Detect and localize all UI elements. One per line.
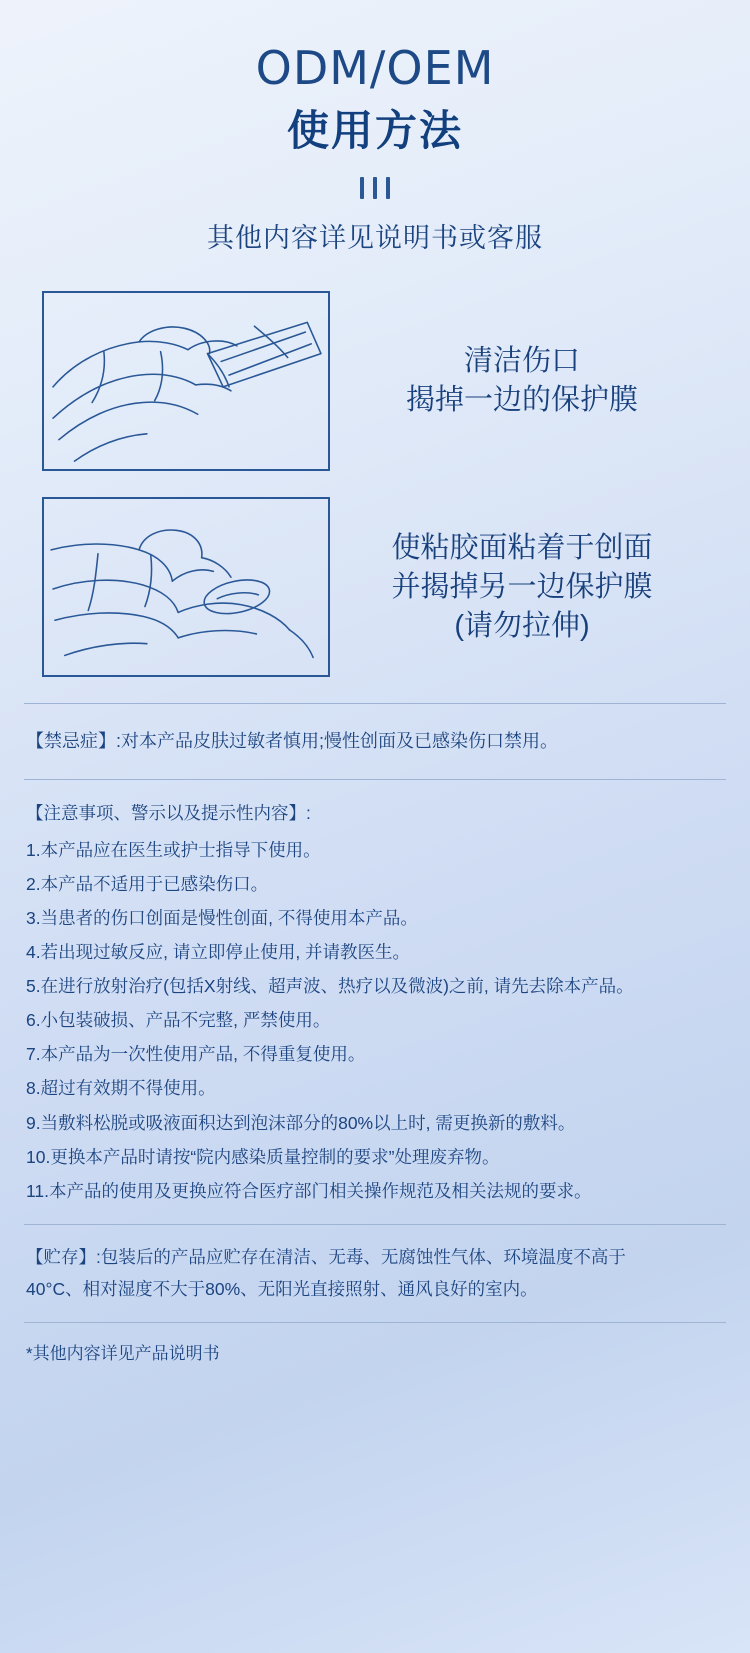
step-1-line-1: 清洁伤口 — [463, 345, 580, 378]
footnote: *其他内容详见产品说明书 — [26, 1343, 220, 1363]
steps-section — [0, 291, 750, 677]
list-item: 10.更换本产品时请按“院内感染质量控制的要求”处理废弃物。 — [26, 1146, 500, 1167]
cautions-list — [26, 833, 724, 1208]
list-item: 9.当敷料松脱或吸液面积达到泡沫部分的80%以上时, 需更换新的敷料。 — [26, 1112, 576, 1133]
list-item: 1.本产品应在医生或护士指导下使用。 — [26, 839, 321, 860]
tick-divider-icon — [0, 176, 750, 200]
list-item: 5.在进行放射治疗(包括X射线、超声波、热疗以及微波)之前, 请先去除本产品。 — [26, 976, 634, 997]
list-item: 4.若出现过敏反应, 请立即停止使用, 并请教医生。 — [26, 941, 411, 962]
hand-applying-dressing-illustration — [42, 497, 330, 677]
storage-line-2: 40°C、相对湿度不大于80%、无阳光直接照射、通风良好的室内。 — [26, 1279, 538, 1300]
step-2 — [42, 497, 708, 677]
page-header — [0, 0, 750, 255]
list-item: 2.本产品不适用于已感染伤口。 — [26, 873, 269, 894]
cautions-heading: 【注意事项、警示以及提示性内容】: — [26, 803, 311, 824]
list-item: 11.本产品的使用及更换应符合医疗部门相关操作规范及相关法规的要求。 — [26, 1180, 592, 1201]
page-subtitle: 其他内容详见说明书或客服 — [207, 223, 543, 254]
step-2-line-1: 使粘胶面粘着于创面 — [391, 531, 653, 564]
list-item: 3.当患者的伤口创面是慢性创面, 不得使用本产品。 — [26, 907, 418, 928]
step-1-text — [330, 342, 708, 420]
step-1 — [42, 291, 708, 471]
list-item: 8.超过有效期不得使用。 — [26, 1078, 216, 1099]
contraindication-block — [0, 704, 750, 779]
list-item: 6.小包装破损、产品不完整, 严禁使用。 — [26, 1010, 331, 1031]
contraindication-text: 【禁忌症】:对本产品皮肤过敏者慎用;慢性创面及已感染伤口禁用。 — [26, 731, 558, 752]
step-2-line-3: (请勿拉伸) — [454, 609, 590, 642]
step-2-text — [330, 529, 708, 646]
step-1-line-2: 揭掉一边的保护膜 — [405, 384, 638, 417]
page-title-cn: 使用方法 — [286, 107, 463, 155]
step-2-line-2: 并揭掉另一边保护膜 — [391, 570, 653, 603]
cautions-block — [0, 780, 750, 1224]
storage-line-1: 【贮存】:包装后的产品应贮存在清洁、无毒、无腐蚀性气体、环境温度不高于 — [26, 1246, 626, 1267]
storage-block — [0, 1225, 750, 1322]
list-item: 7.本产品为一次性使用产品, 不得重复使用。 — [26, 1044, 366, 1065]
page-title-en: ODM/OEM — [255, 41, 495, 95]
hand-peeling-film-illustration — [42, 291, 330, 471]
